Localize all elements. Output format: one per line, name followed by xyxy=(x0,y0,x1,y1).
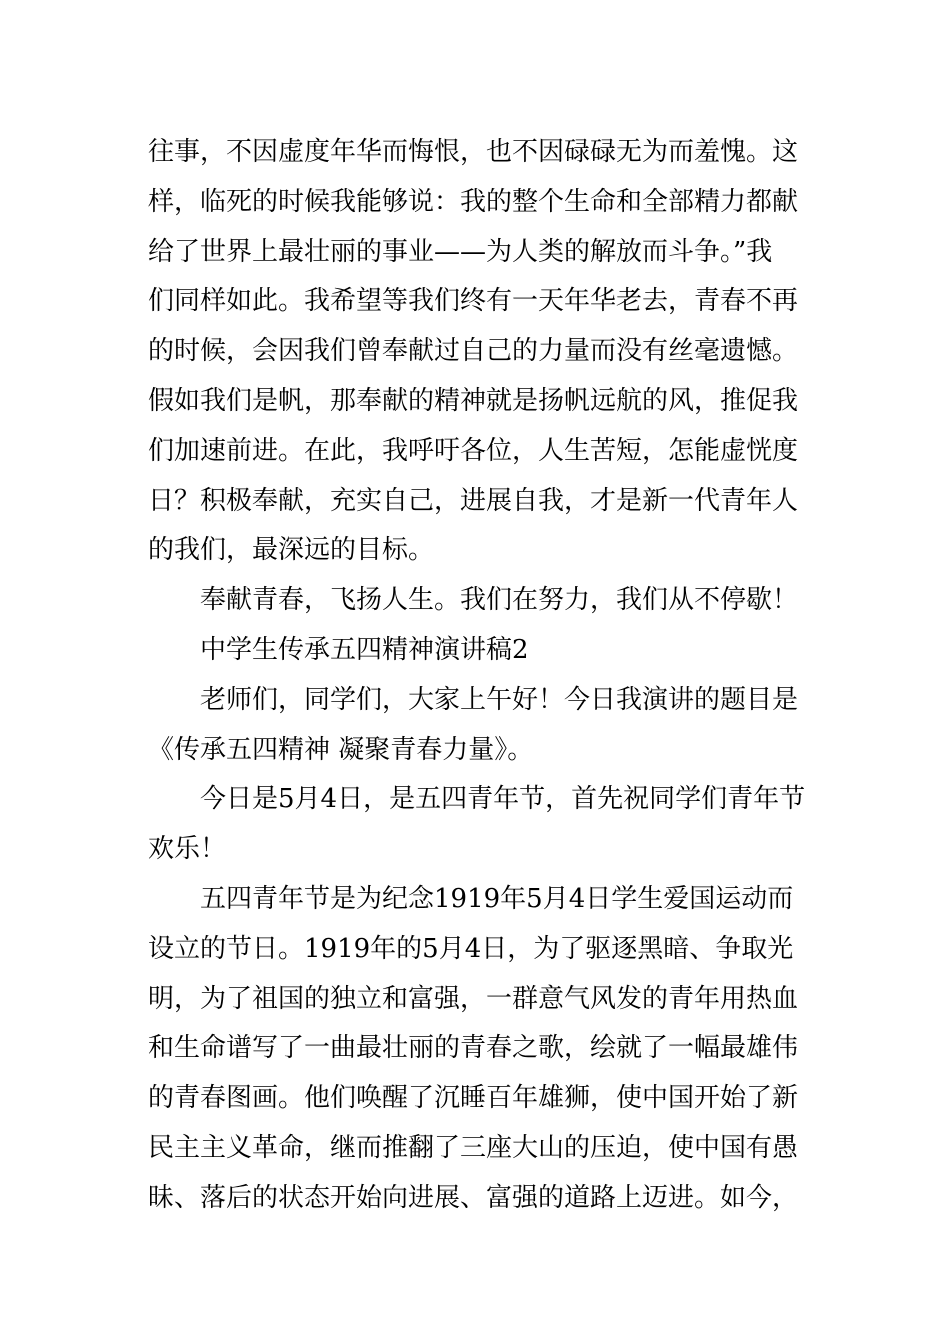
text-line: 的我们，最深远的目标。 xyxy=(148,535,435,566)
paragraph-first-line: 五四青年节是为纪念1919年5月4日学生爱国运动而 xyxy=(200,883,794,914)
text-line: 日？积极奉献，充实自己，进展自我，才是新一代青年人 xyxy=(148,485,799,516)
text-line: 样，临死的时候我能够说：我的整个生命和全部精力都献 xyxy=(148,186,799,217)
text-line: 们加速前进。在此，我呼吁各位，人生苦短，怎能虚恍度 xyxy=(148,435,799,466)
text-line: 明，为了祖国的独立和富强，一群意气风发的青年用热血 xyxy=(148,983,799,1014)
paragraph-first-line: 今日是5月4日，是五四青年节，首先祝同学们青年节 xyxy=(200,784,806,815)
text-line: 民主主义革命，继而推翻了三座大山的压迫，使中国有愚 xyxy=(148,1132,799,1163)
text-line: 昧、落后的状态开始向进展、富强的道路上迈进。如今， xyxy=(148,1182,799,1213)
text-line: 给了世界上最壮丽的事业——为人类的解放而斗争。”我 xyxy=(148,236,773,267)
paragraph-first-line: 奉献青春，飞扬人生。我们在努力，我们从不停歇！ xyxy=(200,585,799,616)
paragraph-first-line: 中学生传承五四精神演讲稿2 xyxy=(200,634,529,665)
text-line: 往事，不因虚度年华而悔恨，也不因碌碌无为而羞愧。这 xyxy=(148,137,799,167)
text-line: 和生命谱写了一曲最壮丽的青春之歌，绘就了一幅最雄伟 xyxy=(148,1033,799,1064)
text-line: 欢乐！ xyxy=(148,834,227,865)
text-line: 《传承五四精神 凝聚青春力量》。 xyxy=(148,734,534,765)
text-line: 假如我们是帆，那奉献的精神就是扬帆远航的风，推促我 xyxy=(148,385,799,416)
text-line: 的青春图画。他们唤醒了沉睡百年雄狮，使中国开始了新 xyxy=(148,1083,799,1114)
paragraph-first-line: 老师们，同学们，大家上午好！今日我演讲的题目是 xyxy=(200,684,799,715)
text-line: 设立的节日。1919年的5月4日，为了驱逐黑暗、争取光 xyxy=(148,933,794,964)
document-body xyxy=(148,128,808,1224)
text-line: 们同样如此。我希望等我们终有一天年华老去，青春不再 xyxy=(148,286,799,317)
text-line: 的时候，会因我们曾奉献过自己的力量而没有丝毫遗憾。 xyxy=(148,336,799,367)
